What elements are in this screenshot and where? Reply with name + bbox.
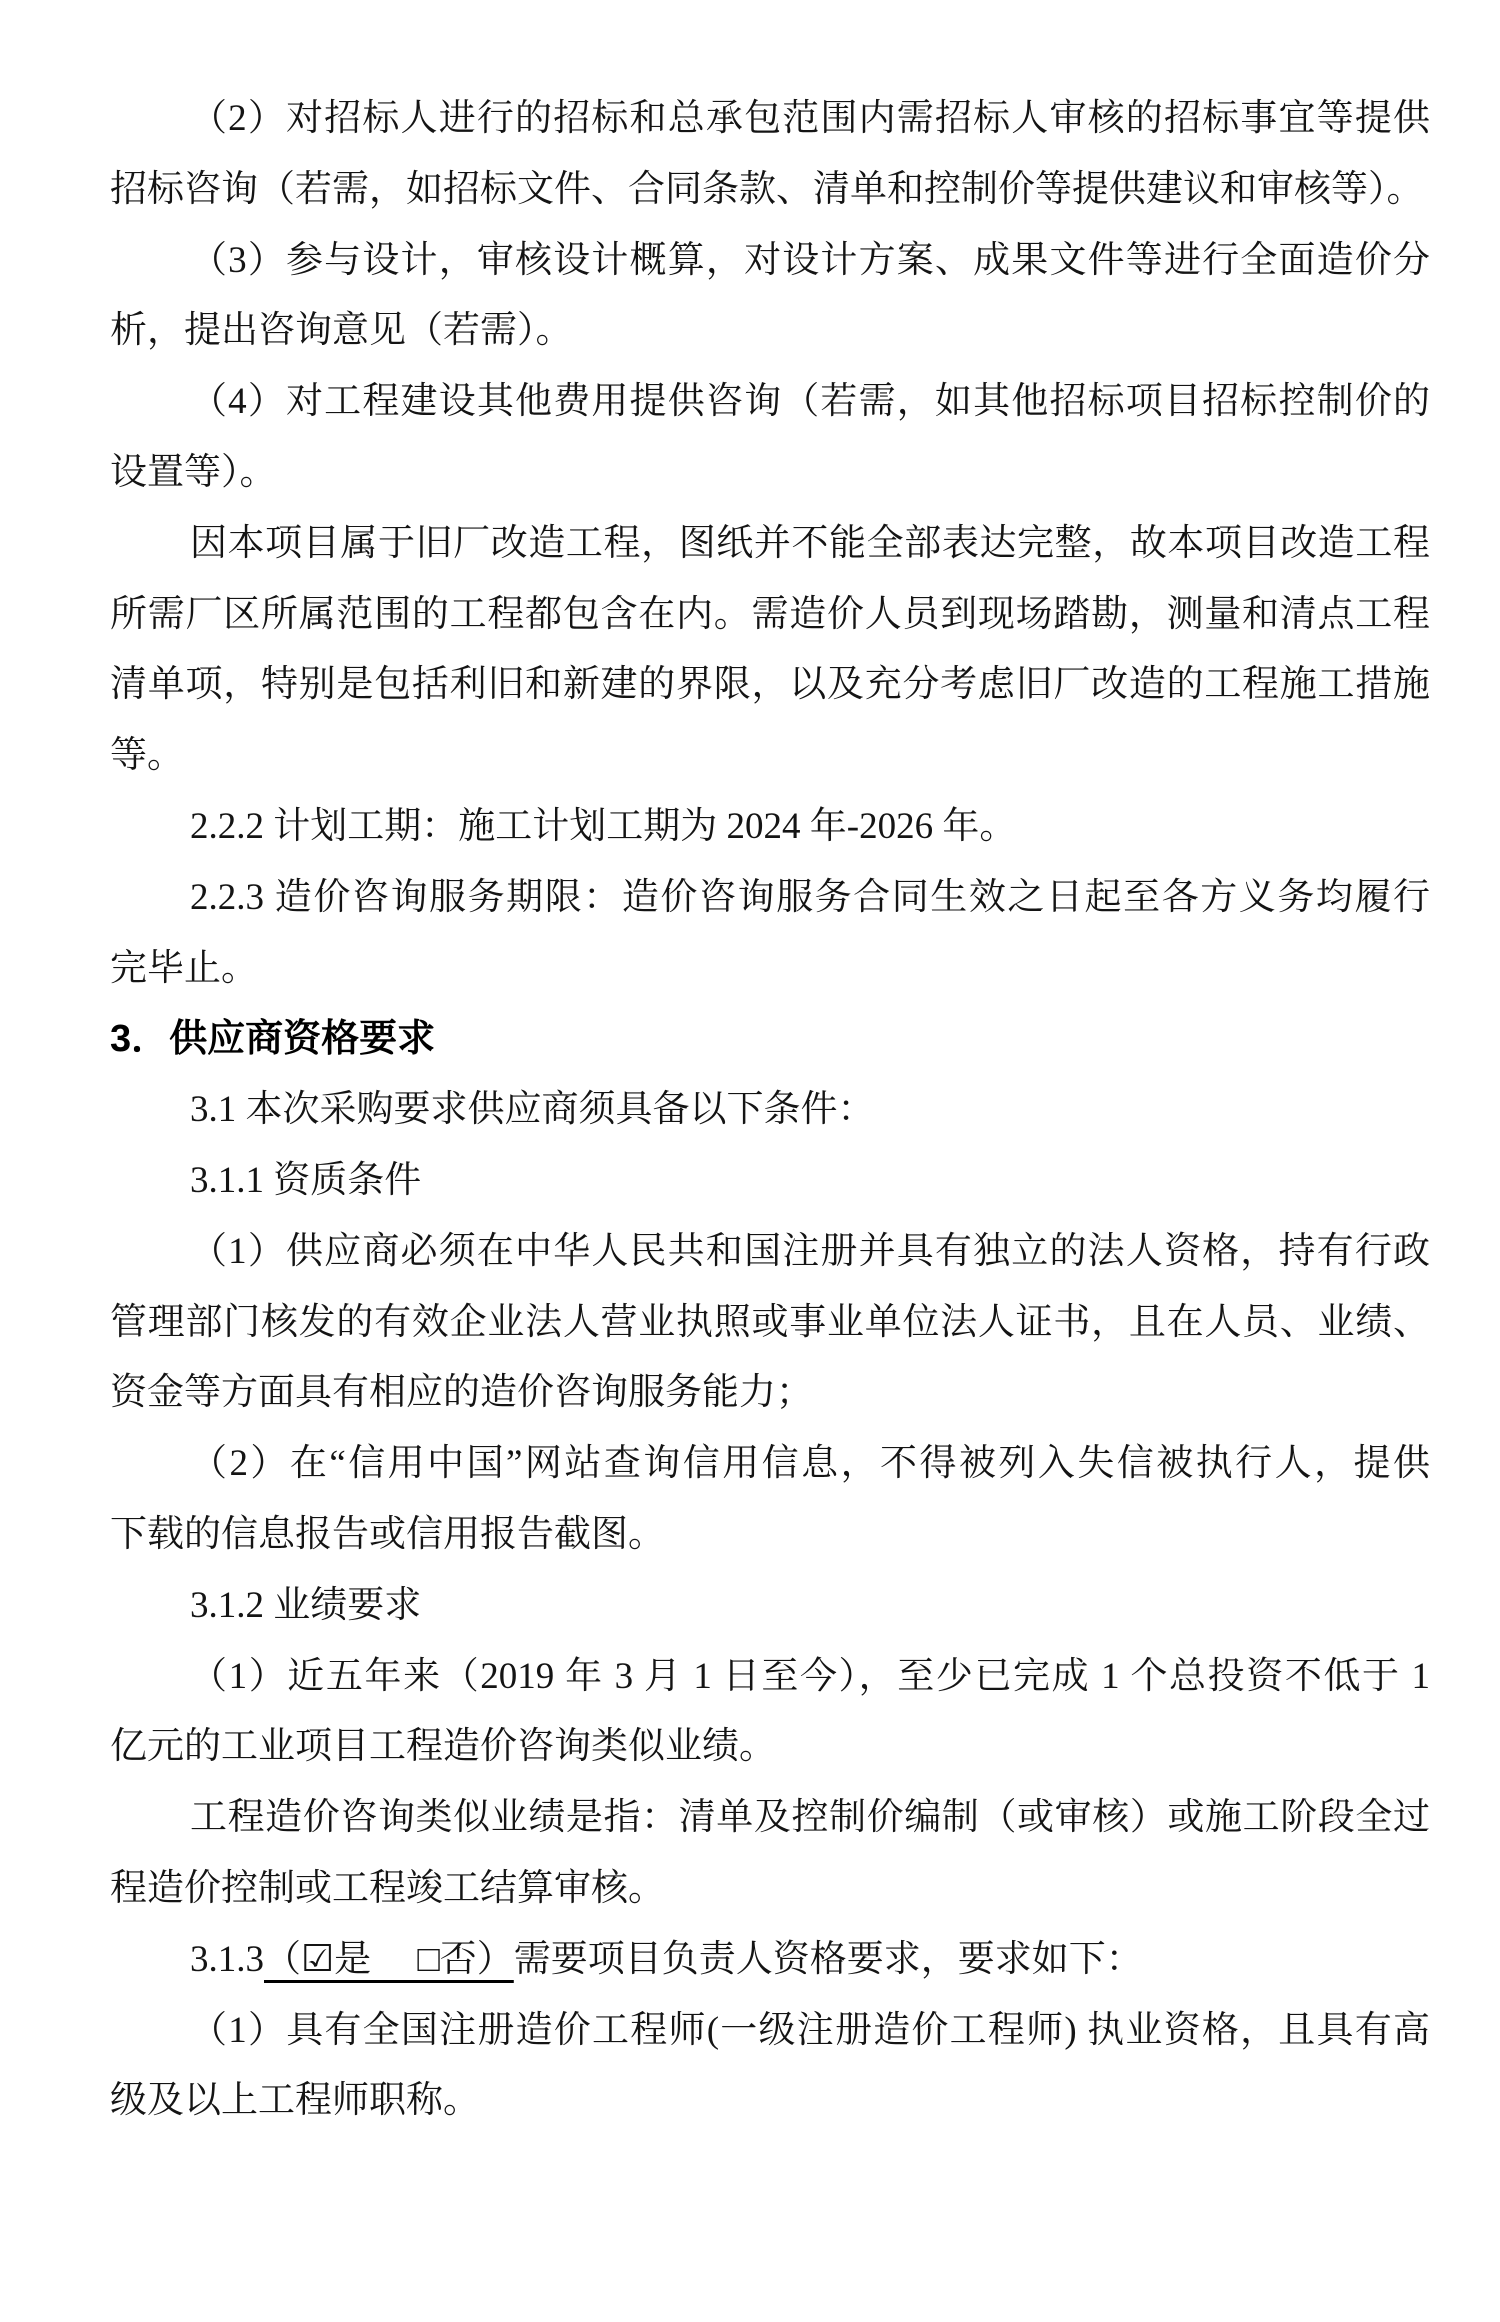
doc-line-13: 完毕止。 — [110, 947, 258, 989]
doc-line-23: （1）近五年来（2019 年 3 月 1 日至今），至少已完成 1 个总投资不低于 1 — [190, 1655, 1430, 1697]
doc-line-16: 3.1.1 资质条件 — [190, 1159, 422, 1201]
doc-line-1: （2）对招标人进行的招标和总承包范围内需招标人审核的招标事宜等提供 — [190, 98, 1430, 139]
doc-line-24: 亿元的工业项目工程造价咨询类似业绩。 — [110, 1726, 776, 1768]
doc-line-9: 清单项，特别是包括利旧和新建的界限，以及充分考虑旧厂改造的工程施工措施 — [110, 664, 1430, 706]
doc-line-10: 等。 — [110, 735, 184, 777]
doc-line-15: 3.1 本次采购要求供应商须具备以下条件： — [190, 1089, 875, 1131]
doc-line-20: （2）在“信用中国”网站查询信用信息，不得被列入失信被执行人，提供 — [190, 1443, 1430, 1485]
doc-line-18: 管理部门核发的有效企业法人营业执照或事业单位法人证书，且在人员、业绩、 — [110, 1301, 1430, 1343]
doc-line-29: 级及以上工程师职称。 — [110, 2080, 480, 2122]
doc-line-21: 下载的信息报告或信用报告截图。 — [110, 1513, 665, 1555]
doc-line-12: 2.2.3 造价咨询服务期限：造价咨询服务合同生效之日起至各方义务均履行 — [190, 876, 1430, 918]
doc-line-3: （3）参与设计，审核设计概算，对设计方案、成果文件等进行全面造价分 — [190, 239, 1430, 281]
clause-text: 需要项目负责人资格要求，要求如下： — [513, 1938, 1143, 1980]
doc-line-26: 程造价控制或工程竣工结算审核。 — [110, 1867, 665, 1909]
doc-line-11: 2.2.2 计划工期：施工计划工期为 2024 年-2026 年。 — [190, 805, 1017, 847]
yes-no-checkbox-group: （☑是 □否） — [264, 1938, 514, 1980]
clause-number: 3.1.3 — [190, 1938, 264, 1980]
doc-line-7: 因本项目属于旧厂改造工程，图纸并不能全部表达完整，故本项目改造工程 — [190, 522, 1430, 564]
clause-3-1-3-line — [110, 1925, 1430, 1996]
section-3-heading: 3．供应商资格要求 — [110, 1018, 436, 1061]
doc-line-22: 3.1.2 业绩要求 — [190, 1584, 422, 1626]
doc-line-2: 招标咨询（若需，如招标文件、合同条款、清单和控制价等提供建议和审核等）。 — [110, 168, 1424, 210]
doc-line-8: 所需厂区所属范围的工程都包含在内。需造价人员到现场踏勘，测量和清点工程 — [110, 593, 1430, 635]
doc-line-28: （1）具有全国注册造价工程师(一级注册造价工程师) 执业资格，且具有高 — [190, 2009, 1430, 2051]
doc-line-4: 析，提出咨询意见（若需）。 — [110, 310, 573, 352]
doc-line-25: 工程造价咨询类似业绩是指：清单及控制价编制（或审核）或施工阶段全过 — [190, 1797, 1430, 1839]
doc-line-17: （1）供应商必须在中华人民共和国注册并具有独立的法人资格，持有行政 — [190, 1230, 1430, 1272]
doc-line-5: （4）对工程建设其他费用提供咨询（若需，如其他招标项目招标控制价的 — [190, 381, 1430, 423]
document-body — [110, 84, 1430, 2137]
doc-line-19: 资金等方面具有相应的造价咨询服务能力； — [110, 1372, 813, 1414]
doc-line-6: 设置等）。 — [110, 451, 277, 493]
